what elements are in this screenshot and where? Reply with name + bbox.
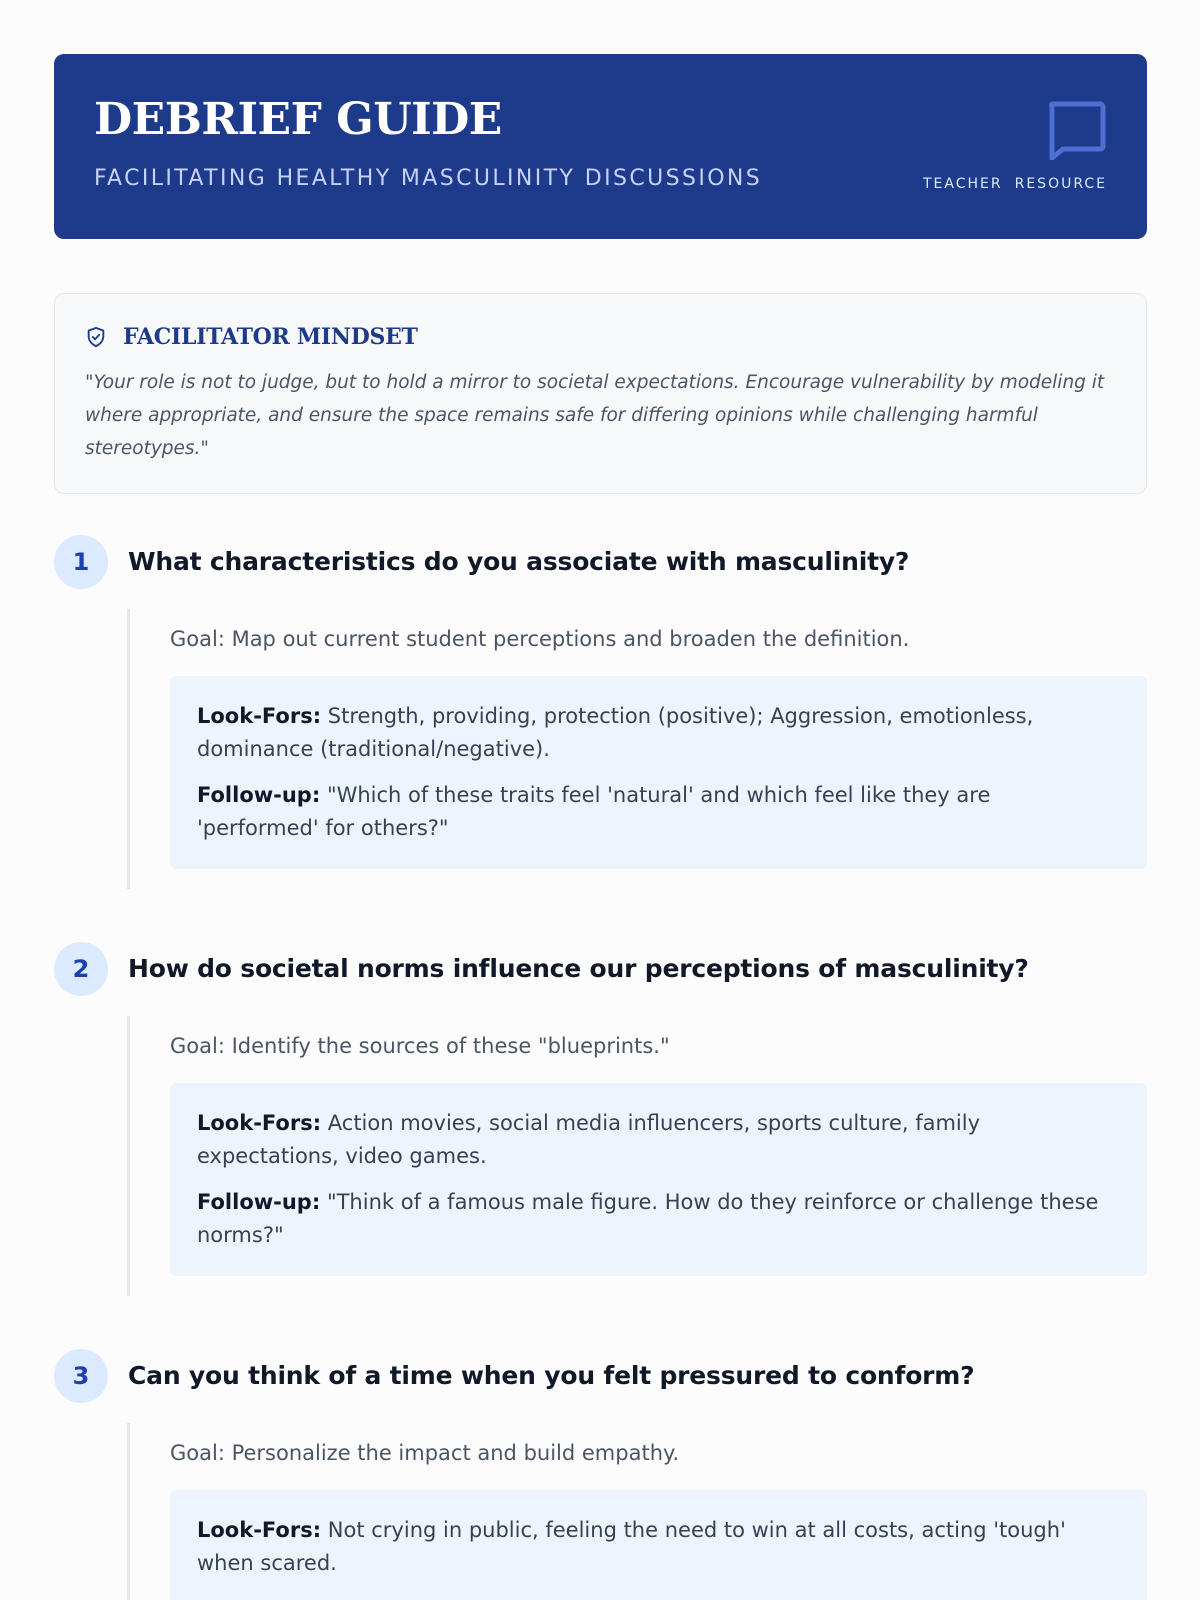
question-rail-divider <box>127 609 130 889</box>
look-fors <box>197 1107 1107 1173</box>
question-title: Can you think of a time when you felt pressured to conform? <box>128 1361 975 1390</box>
tag-word-teacher: TEACHER <box>923 176 1003 192</box>
look-fors-label: Look-Fors: <box>197 1111 322 1135</box>
question-rail-divider <box>127 1016 130 1296</box>
question-goal: Goal: Map out current student perceptions and broaden the definition. <box>170 627 910 651</box>
mindset-quote: "Your role is not to judge, but to hold a mirror to societal expectations. Encourage vulnerability by modeling it where appropriate, and ensure the space remains safe for differing opinions while challenging harmful stereotypes." <box>85 372 1105 459</box>
header-banner <box>54 54 1147 239</box>
tag-word-resource: RESOURCE <box>1014 176 1107 192</box>
follow-up-text: "Think of a famous male figure. How do they reinforce or challenge these norms?" <box>197 1190 1099 1247</box>
question-notes-box <box>170 1083 1147 1276</box>
follow-up <box>197 1186 1107 1252</box>
question-number-badge: 2 <box>54 942 108 996</box>
page-subtitle: FACILITATING HEALTHY MASCULINITY DISCUSSIONS <box>94 166 763 191</box>
look-fors-label: Look-Fors: <box>197 704 322 728</box>
speech-bubble-icon <box>1045 98 1107 160</box>
follow-up-label: Follow-up: <box>197 783 321 807</box>
shield-check-icon <box>85 326 107 348</box>
follow-up-text: "Which of these traits feel 'natural' and which feel like they are 'performed' for others?" <box>197 783 991 840</box>
follow-up <box>197 779 1107 845</box>
follow-up-label: Follow-up: <box>197 1190 321 1214</box>
question-title: How do societal norms influence our perceptions of masculinity? <box>128 954 1029 983</box>
mindset-heading <box>85 326 418 348</box>
page-title: DEBRIEF GUIDE <box>94 94 502 145</box>
look-fors <box>197 700 1107 766</box>
question-notes-box <box>170 1490 1147 1600</box>
look-fors-label: Look-Fors: <box>197 1518 322 1542</box>
question-rail-divider <box>127 1423 130 1600</box>
question-number-badge: 1 <box>54 535 108 589</box>
look-fors-text: Not crying in public, feeling the need to win at all costs, acting 'tough' when scared. <box>197 1518 1066 1575</box>
question-goal: Goal: Personalize the impact and build empathy. <box>170 1441 680 1465</box>
look-fors-text: Action movies, social media influencers, sports culture, family expectations, video games. <box>197 1111 981 1168</box>
teacher-resource-tag <box>923 177 1107 191</box>
question-notes-box <box>170 676 1147 869</box>
question-title: What characteristics do you associate with masculinity? <box>128 547 910 576</box>
debrief-guide-page <box>54 54 1147 1575</box>
facilitator-mindset-card <box>54 293 1147 494</box>
question-goal: Goal: Identify the sources of these "blueprints." <box>170 1034 670 1058</box>
look-fors <box>197 1514 1107 1580</box>
question-number-badge: 3 <box>54 1349 108 1403</box>
mindset-title: FACILITATOR MINDSET <box>123 324 418 350</box>
look-fors-text: Strength, providing, protection (positive); Aggression, emotionless, dominance (traditional/negative). <box>197 704 1034 761</box>
